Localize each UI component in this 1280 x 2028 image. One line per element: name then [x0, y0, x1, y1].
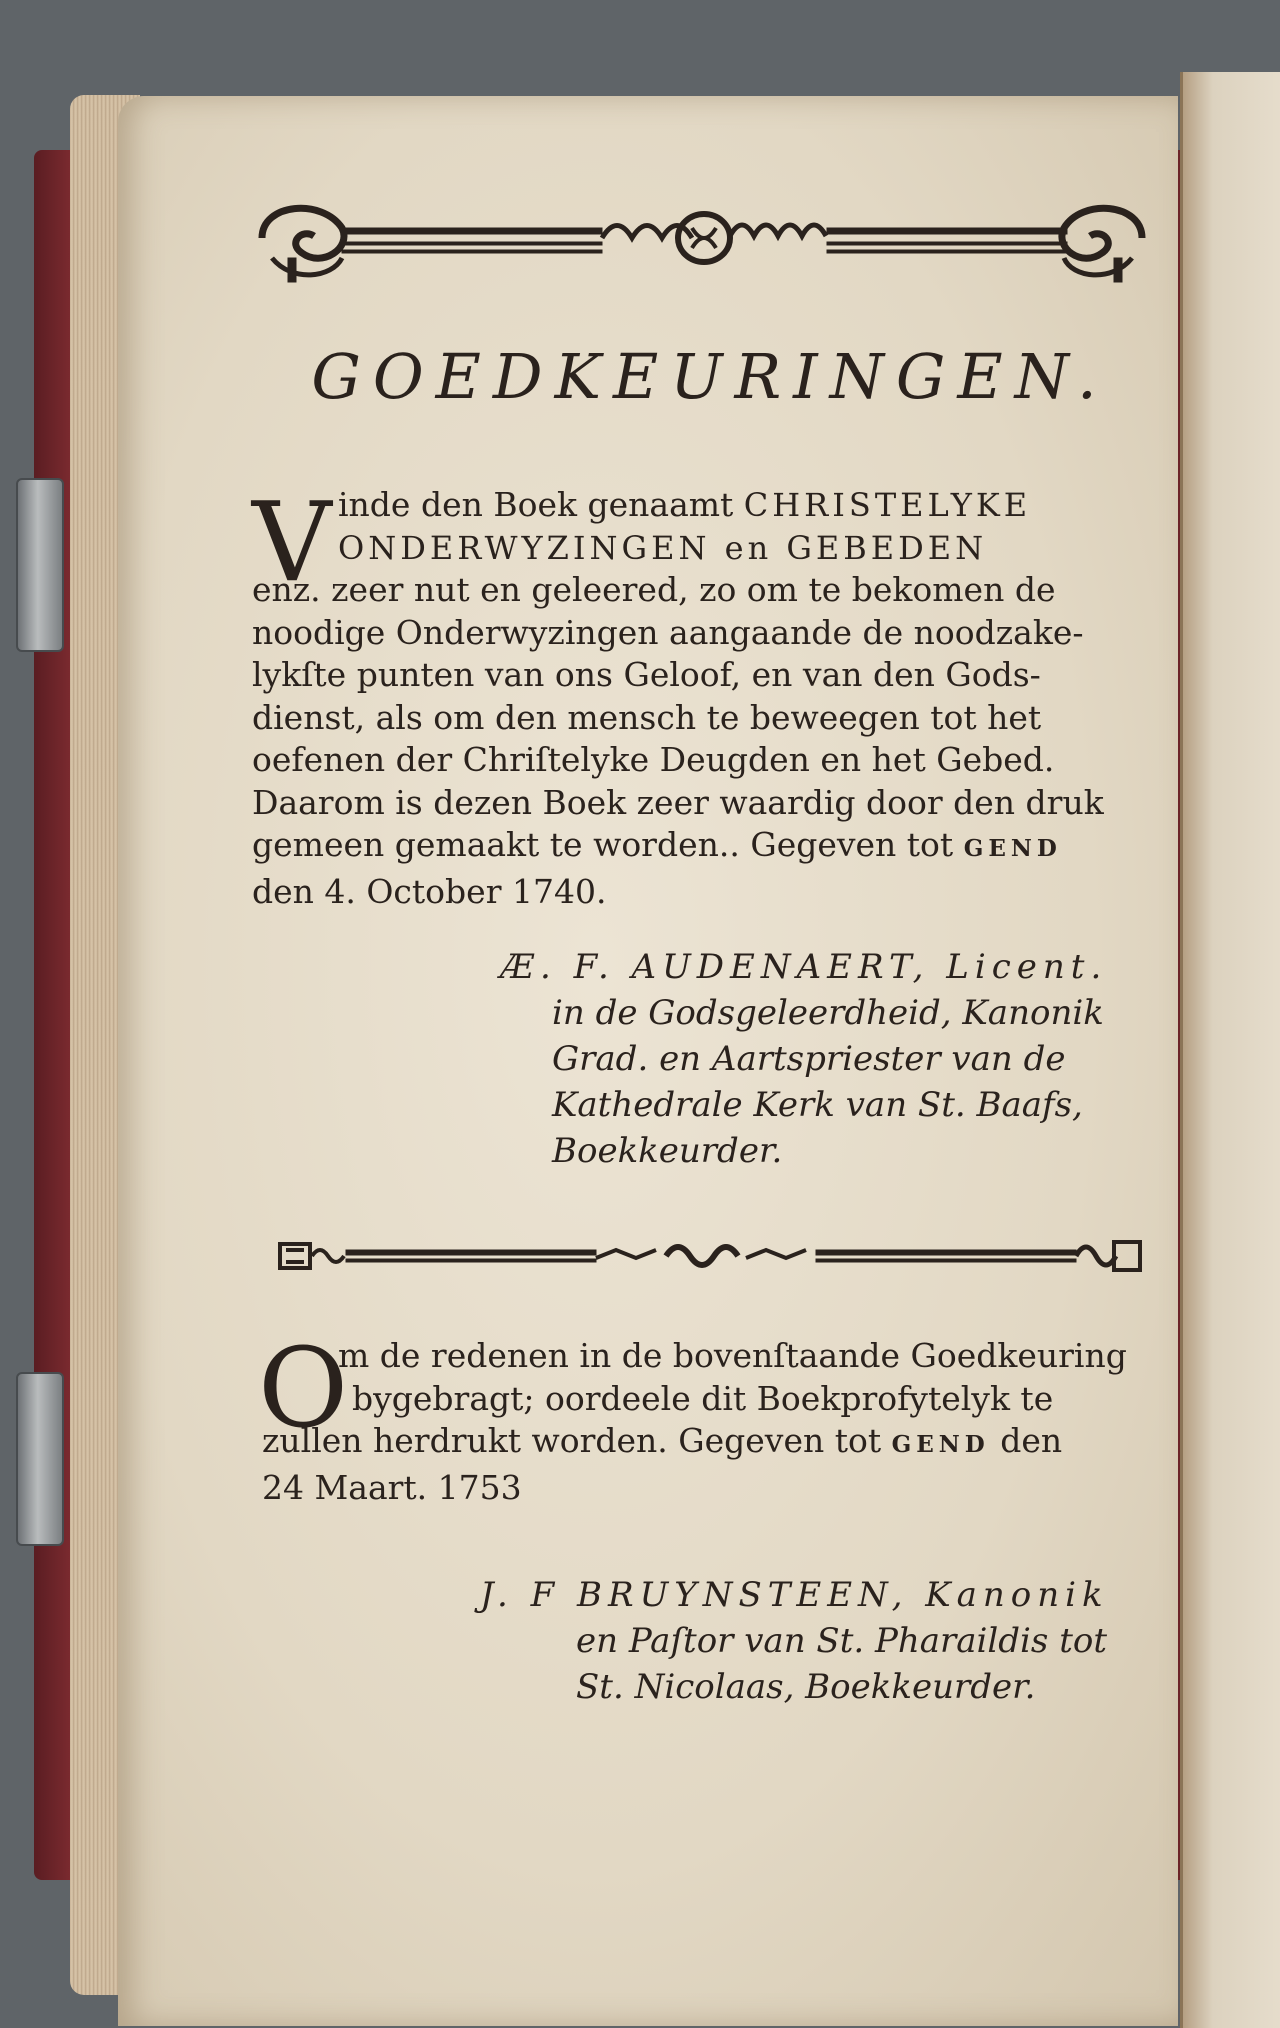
approval-paragraph-2 [262, 1335, 1162, 1509]
text-line: oefenen der Chriſtelyke Deugden en het Gebed. [252, 740, 1055, 779]
text-line: bygebragt; oordeele dit Boekprofytelyk te [352, 1378, 1054, 1418]
signature-audenaert [500, 944, 1107, 1174]
page-title: GOEDKEURINGEN. [311, 340, 1109, 413]
text-line: lykſte punten van ons Geloof, en van den Gods- [252, 655, 1041, 694]
text-line: dienst, als om den mensch te beweegen tot het [252, 697, 1042, 737]
text-line: enz. zeer nut en geleered, zo om te bekomen de [252, 570, 1056, 609]
text-line: noodige Onderwyzingen aangaande de noodzake- [252, 612, 1084, 652]
text-line: zullen herdrukt worden. Gegeven tot GEND den [262, 1421, 1063, 1460]
signature-bruynsteen [480, 1572, 1109, 1710]
signature-line: en Paſtor van St. Pharaildis tot [576, 1621, 1107, 1661]
signature-line: in de Godsgeleerdheid, Kanonik [552, 993, 1104, 1033]
text-line: m de redenen in de bovenſtaande Goedkeuring [338, 1336, 1127, 1375]
signature-line: Boekkeurder. [552, 1131, 783, 1171]
top-ornament-border [252, 188, 1152, 288]
signature-line: Kathedrale Kerk van St. Baafs, [552, 1085, 1083, 1125]
signature-line: St. Nicolaas, Boekkeurder. [576, 1667, 1036, 1707]
text-line: Daarom is dezen Boek zeer waardig door den druk [252, 782, 1104, 822]
dropcap-v: V [252, 478, 332, 606]
dropcap-o: O [258, 1324, 349, 1452]
text-line: 24 Maart. 1753 [262, 1467, 522, 1507]
divider-ornament [276, 1234, 1146, 1278]
text-line: gemeen gemaakt te worden.. Gegeven tot GEND [252, 825, 1062, 864]
metal-clasp-bottom [16, 1372, 64, 1546]
text-line: inde den Boek genaamt CHRISTELYKE [338, 485, 1032, 524]
approval-paragraph-1 [252, 478, 1152, 913]
signature-line: J. F BRUYNSTEEN, Kanonik [480, 1575, 1109, 1615]
metal-clasp-top [16, 478, 64, 652]
facing-page-edge [1180, 72, 1280, 2028]
text-line: den 4. Octobe⁠r 1740. [252, 871, 607, 911]
signature-line: Grad. en Aartspriester van de [552, 1039, 1066, 1079]
signature-line: Æ. F. AUDENAERT, Licent. [500, 947, 1108, 987]
text-line: ONDERWYZINGEN en GEBEDEN [338, 528, 988, 567]
